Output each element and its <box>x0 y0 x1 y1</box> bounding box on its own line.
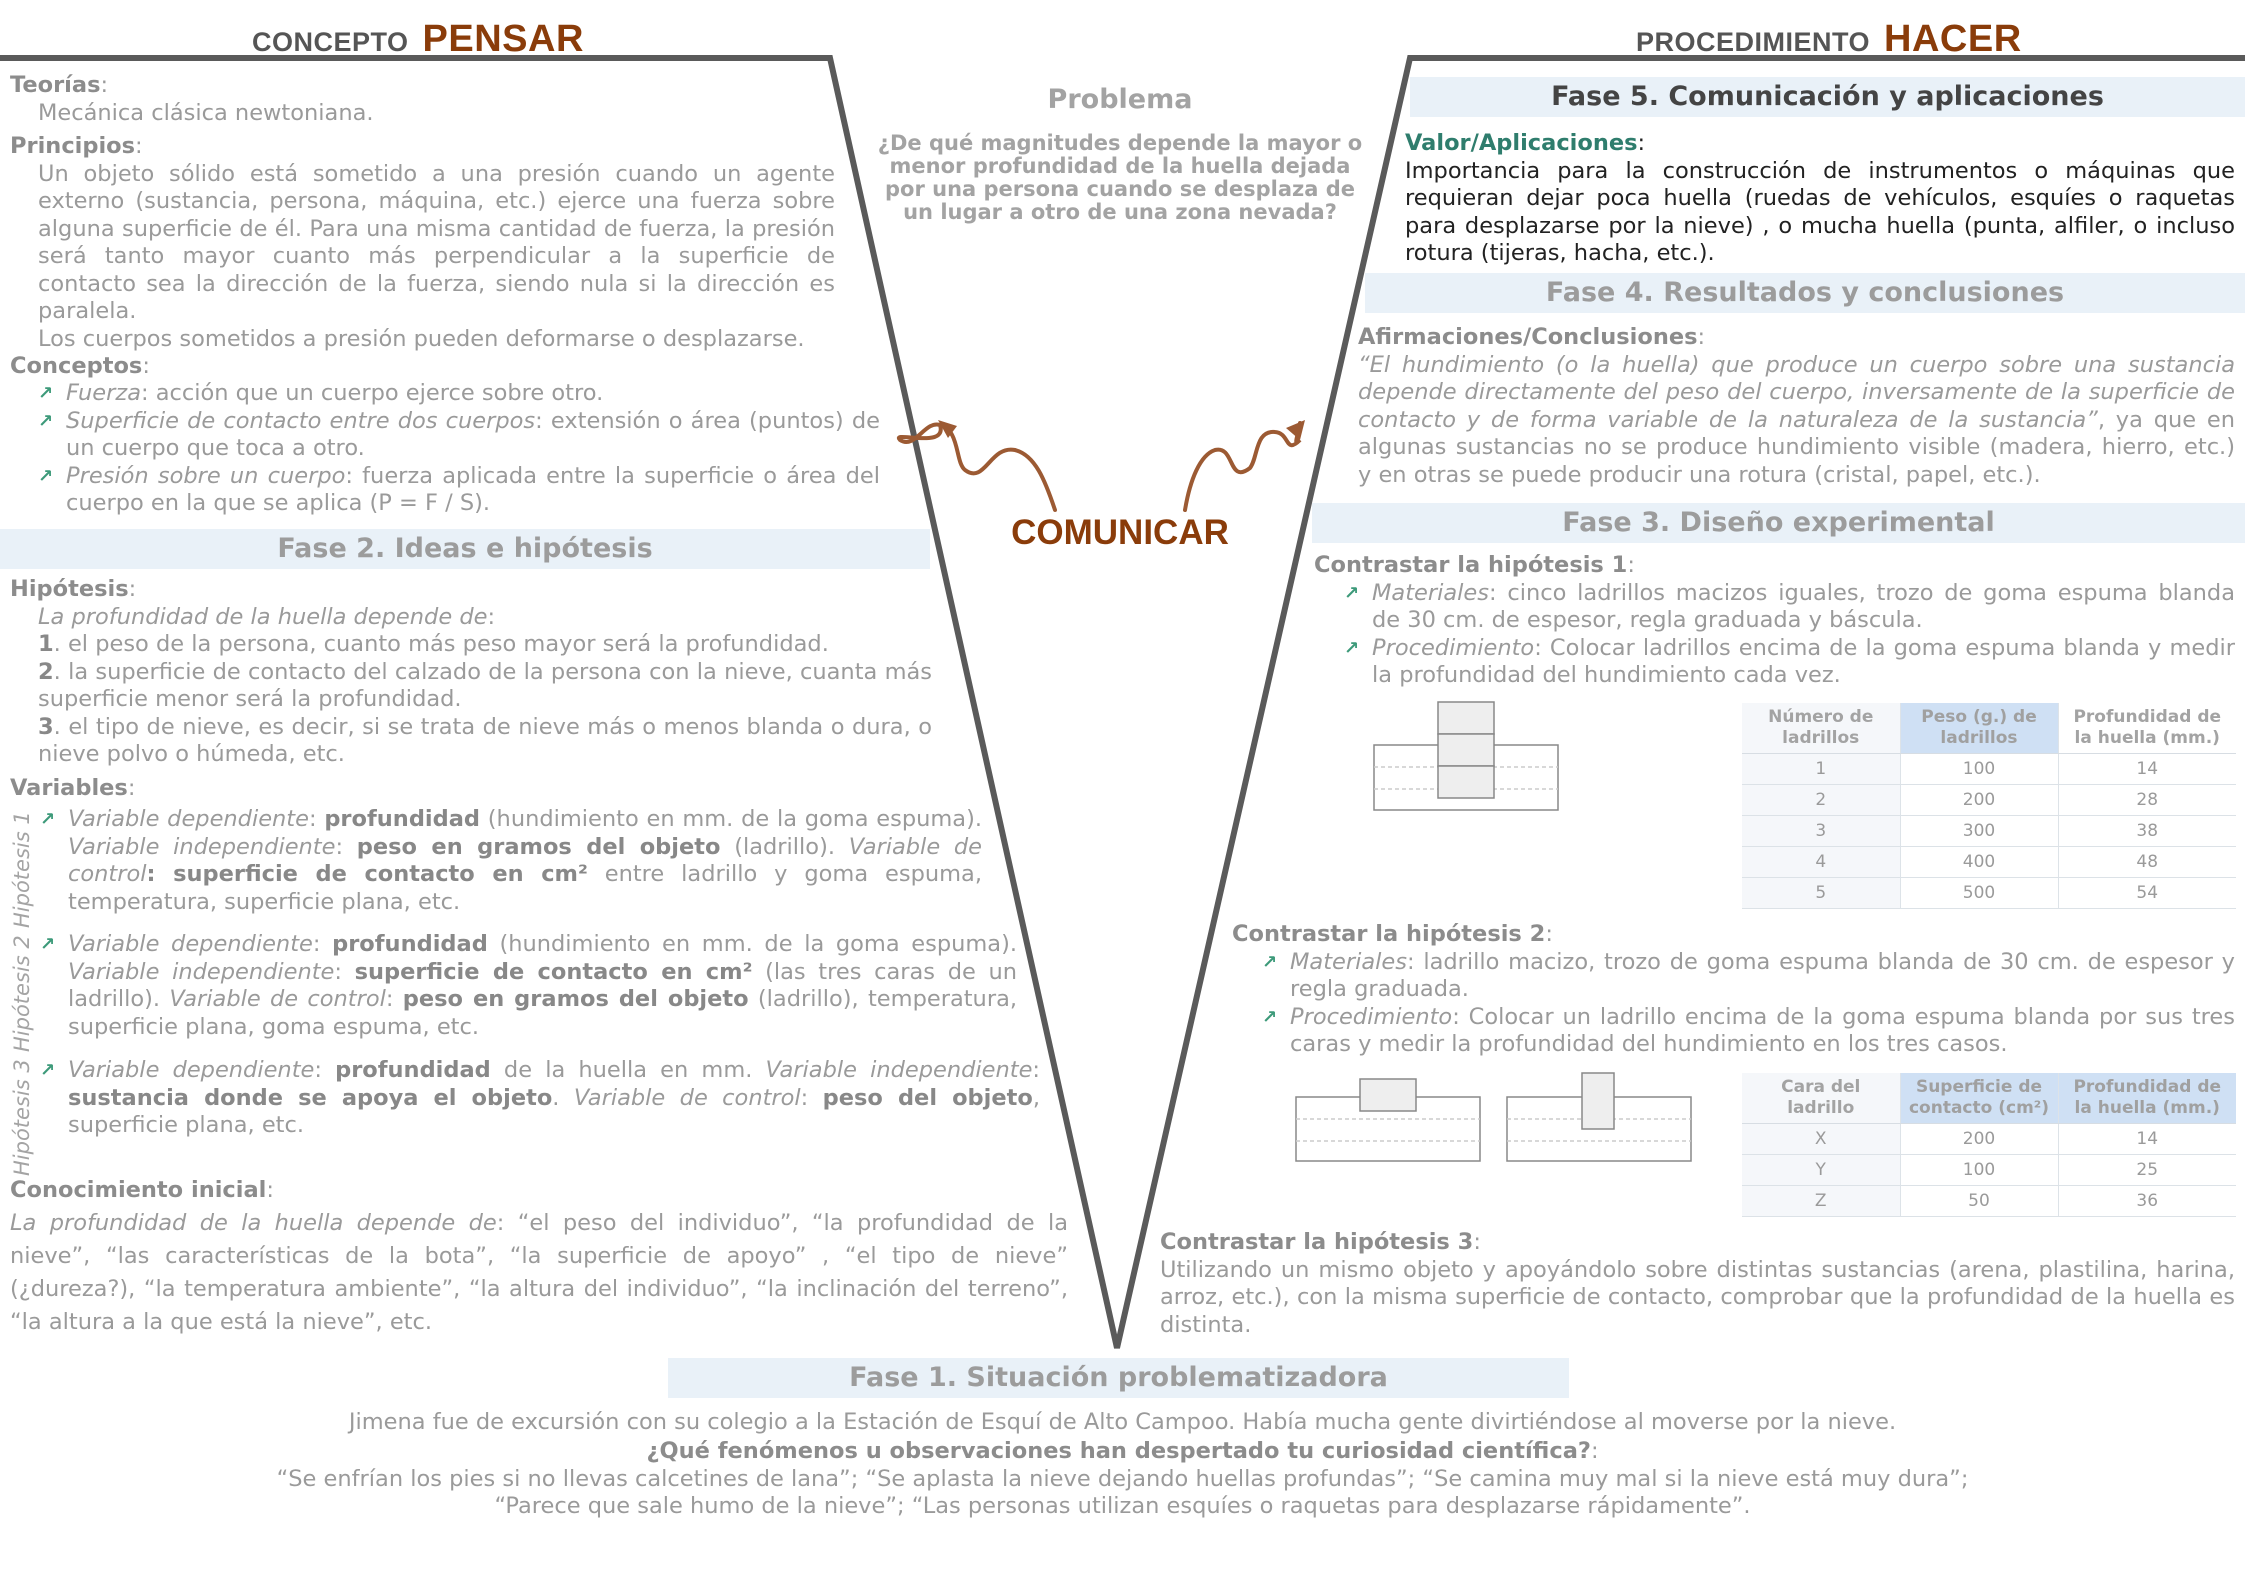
table-cell: 4 <box>1742 847 1900 878</box>
concepto-item: ↗ Superficie de contacto entre dos cuerpos: extensión o área (puntos) de un cuerpo que toca a otro. <box>66 408 880 463</box>
communicate-arrow-right <box>1185 423 1300 510</box>
hyp-label-1: Hipótesis 1 <box>10 811 34 928</box>
table-cell: Y <box>1742 1155 1900 1186</box>
variables-h2: ↗ Variable dependiente: profundidad (hundimiento en mm. de la goma espuma). Variable independiente: superficie de contacto en cm² (las tres caras de un ladrillo). Variable de control: peso en gramos del objeto (ladrillo), temperatura, superficie plana, goma espuma, etc. <box>12 931 1017 1041</box>
conocimiento-intro: La profundidad de la huella depende de <box>10 1209 497 1236</box>
table-row <box>1742 785 2236 816</box>
fase4-band: Fase 4. Resultados y conclusiones <box>1365 273 2245 313</box>
situacion-line-4: “Parece que sale humo de la nieve”; “Las personas utilizan esquíes o raquetas para desplazarse rápidamente”. <box>494 1493 1751 1519</box>
table-cell: 54 <box>2058 878 2236 909</box>
table-cell: 38 <box>2058 816 2236 847</box>
contrastar-1: Contrastar la hipótesis 1: ↗ Materiales: cinco ladrillos macizos iguales, trozo de goma espuma blanda de 30 cm. de espesor, regla graduada y báscula. ↗ Procedimiento: Colocar ladrillos encima de la goma espuma blanda y medir la profundidad del hundimiento cada vez. <box>1314 552 2235 690</box>
conocimiento-label: Conocimiento inicial <box>10 1177 267 1203</box>
header-concepto: CONCEPTO <box>252 27 409 57</box>
table-cell: 5 <box>1742 878 1900 909</box>
comunicar-label: COMUNICAR <box>1011 513 1229 552</box>
afirmaciones-quote: “El hundimiento (o la huella) que produce un cuerpo sobre una sustancia depende directamente del peso del cuerpo, inversamente de la superficie de contacto y de forma variable de la naturaleza de la sustancia” <box>1358 351 2235 433</box>
table-cell: 25 <box>2058 1155 2236 1186</box>
table-cell: 500 <box>1900 878 2058 909</box>
contrastar-3-text: Utilizando un mismo objeto y apoyándolo sobre distintas sustancias (arena, plastilina, harina, arroz, etc.), con la misma superficie de contacto, comprobar que la profundidad de la huella es distinta. <box>1160 1256 2235 1338</box>
brick-upright-diagram <box>1507 1073 1691 1161</box>
hyp-label-3: Hipótesis 3 <box>10 1059 34 1176</box>
hipotesis-item: 1. el peso de la persona, cuanto más peso mayor será la profundidad. <box>38 631 829 657</box>
header-right <box>1636 18 2022 61</box>
table-cell: 14 <box>2058 1124 2236 1155</box>
table-row <box>1742 1186 2236 1217</box>
conceptos-label: Conceptos <box>10 353 143 379</box>
header-hacer: HACER <box>1884 18 2022 60</box>
hipotesis-intro: La profundidad de la huella depende de <box>38 603 488 630</box>
table-cell: 200 <box>1900 785 2058 816</box>
contrastar-3: Contrastar la hipótesis 3: Utilizando un mismo objeto y apoyándolo sobre distintas sustancias (arena, plastilina, harina, arroz, etc.), con la misma superficie de contacto, comprobar que la profundidad de la huella es distinta. <box>1160 1229 2235 1338</box>
table-cell: Z <box>1742 1186 1900 1217</box>
left-top-block: Teorías: Mecánica clásica newtoniana. Principios: Un objeto sólido está sometido a una presión cuando un agente externo (sustancia, persona, máquina, etc.) ejerce una fuerza sobre alguna superficie de él. Para una misma cantidad de fuerza, la presión será tanto mayor cuanto más perpendicular a la superficie de contacto sea la dirección de la fuerza, siendo nula si la dirección es paralela. Los cuerpos sometidos a presión pueden deformarse o desplazarse. Conceptos: <box>10 72 835 379</box>
principios-label: Principios <box>10 133 136 159</box>
contrastar-3-label: Contrastar la hipótesis 3 <box>1160 1229 1474 1255</box>
principios-text: Un objeto sólido está sometido a una presión cuando un agente externo (sustancia, persona, máquina, etc.) ejerce una fuerza sobre alguna superficie de él. Para una misma cantidad de fuerza, la presión será tanto mayor cuanto más perpendicular a la superficie de contacto sea la dirección de la fuerza, siendo nula si la dirección es paralela. <box>38 160 835 324</box>
table-cell: X <box>1742 1124 1900 1155</box>
valor-label: Valor/Aplicaciones <box>1405 130 1638 156</box>
afirmaciones-rest: , ya que en algunas sustancias no se produce hundimiento visible (madera, hierro, etc.) y en otras se puede producir una rotura (cristal, papel, etc.). <box>1358 406 2236 488</box>
teorias-text: Mecánica clásica newtoniana. <box>38 99 374 126</box>
header-pensar: PENSAR <box>422 18 584 60</box>
variables-h1: ↗ Variable dependiente: profundidad (hundimiento en mm. de la goma espuma). Variable independiente: peso en gramos del objeto (ladrillo). Variable de control: superficie de contacto en cm² entre ladrillo y goma espuma, temperatura, superficie plana, etc. <box>12 806 982 916</box>
table-cell: 50 <box>1900 1186 2058 1217</box>
variables-h3: ↗ Variable dependiente: profundidad de la huella en mm. Variable independiente: sustancia donde se apoya el objeto. Variable de control: peso del objeto, superficie plana, etc. <box>12 1057 1040 1140</box>
table-row <box>1742 816 2236 847</box>
table-cell: 200 <box>1900 1124 2058 1155</box>
header-left <box>252 18 584 61</box>
concepto-item: ↗ Presión sobre un cuerpo: fuerza aplicada entre la superficie o área del cuerpo en la que se aplica (P = F / S). <box>66 463 880 518</box>
table-cell: 300 <box>1900 816 2058 847</box>
table-row <box>1742 1155 2236 1186</box>
conocimiento-block: Conocimiento inicial: La profundidad de la huella depende de: “el peso del individuo”, “la profundidad de la nieve”, “las características de la bota”, “la superficie de apoyo” , “el tipo de nieve” (¿dureza?), “la temperatura ambiente”, “la altura del individuo”, “la inclinación del terreno”, “la altura a la que está la nieve”, etc. <box>10 1177 1068 1335</box>
bottom-text: Jimena fue de excursión con su colegio a la Estación de Esquí de Alto Campoo. Había mucha gente divirtiéndose al moverse por la nieve. ¿Qué fenómenos u observaciones han despertado tu curiosidad científica?: “Se enfrían los pies si no llevas calcetines de lana”; “Se aplasta la nieve dejando huellas profundas”; “Se camina muy mal si la nieve está muy dura”; “Parece que sale humo de la nieve”; “Las personas utilizan esquíes o raquetas para desplazarse rápidamente”. <box>0 1408 2245 1520</box>
table-cell: 28 <box>2058 785 2236 816</box>
situacion-question: ¿Qué fenómenos u observaciones han despertado tu curiosidad científica? <box>646 1438 1591 1464</box>
table-row <box>1742 847 2236 878</box>
table-weight-depth: Número de ladrillos Peso (g.) de ladrillos Profundidad de la huella (mm.) 1 100 14 2 200 28 3 300 38 4 400 48 5 500 54 <box>1742 703 2236 909</box>
fase1-band: Fase 1. Situación problematizadora <box>668 1358 1569 1398</box>
table-cell: 14 <box>2058 754 2236 785</box>
table-cell: 3 <box>1742 816 1900 847</box>
contrastar-2: Contrastar la hipótesis 2: ↗ Materiales: ladrillo macizo, trozo de goma espuma blanda de 30 cm. de espesor y regla graduada. ↗ Procedimiento: Colocar un ladrillo encima de la goma espuma blanda por sus tres caras y medir la profundidad del hundimiento en los tres casos. <box>1232 921 2235 1059</box>
contrastar-2-label: Contrastar la hipótesis 2 <box>1232 921 1546 947</box>
afirmaciones-label: Afirmaciones/Conclusiones <box>1358 324 1698 350</box>
fase5-band: Fase 5. Comunicación y aplicaciones <box>1410 77 2245 117</box>
problem-text: ¿De qué magnitudes depende la mayor o menor profundidad de la huella dejada por una persona cuando se desplaza de un lugar a otro de una zona nevada? <box>877 131 1363 224</box>
table-cell: 2 <box>1742 785 1900 816</box>
teorias-label: Teorías <box>10 72 101 98</box>
problem-title: Problema <box>1047 84 1193 115</box>
table-cell: 48 <box>2058 847 2236 878</box>
valor-block: Valor/Aplicaciones: Importancia para la construcción de instrumentos o máquinas que requieran dejar poca huella (ruedas de vehículos, esquíes o raquetas para desplazarse por la nieve) , o mucha huella (punta, alfiler, o incluso rotura (tijeras, hacha, etc.). <box>1405 130 2235 266</box>
contrastar-1-label: Contrastar la hipótesis 1 <box>1314 552 1628 578</box>
conocimiento-text: : “el peso del individuo”, “la profundidad de la nieve”, “las características de la bota”, “la superficie de apoyo” , “el tipo de nieve” (¿dureza?), “la temperatura ambiente”, “la altura del individuo”, “la inclinación del terreno”, “la altura a la que está la nieve”, etc. <box>10 1209 1068 1335</box>
brick-flat-diagram <box>1296 1079 1480 1161</box>
table-cell: 1 <box>1742 754 1900 785</box>
table-surface-depth: Cara del ladrillo Superficie de contacto (cm²) Profundidad de la huella (mm.) X 200 14 Y 100 25 Z 50 36 <box>1742 1073 2236 1217</box>
fase2-band: Fase 2. Ideas e hipótesis <box>0 529 930 569</box>
table-row <box>1742 754 2236 785</box>
situacion-line-3: “Se enfrían los pies si no llevas calcetines de lana”; “Se aplasta la nieve dejando huellas profundas”; “Se camina muy mal si la nieve está muy dura”; <box>276 1466 1969 1492</box>
afirmaciones-block: Afirmaciones/Conclusiones: “El hundimiento (o la huella) que produce un cuerpo sobre una sustancia depende directamente del peso del cuerpo, inversamente de la superficie de contacto y de forma variable de la naturaleza de la sustancia”, ya que en algunas sustancias no se produce hundimiento visible (madera, hierro, etc.) y en otras se puede producir una rotura (cristal, papel, etc.). <box>1358 324 2236 488</box>
header-procedimiento: PROCEDIMIENTO <box>1636 27 1871 57</box>
hipotesis-item: 2. la superficie de contacto del calzado de la persona con la nieve, cuanta más superficie menor será la profundidad. <box>38 658 932 712</box>
situacion-line-1: Jimena fue de excursión con su colegio a la Estación de Esquí de Alto Campoo. Había mucha gente divirtiéndose al moverse por la nieve. <box>348 1409 1897 1435</box>
table-cell: 36 <box>2058 1186 2236 1217</box>
hipotesis-label: Hipótesis <box>10 576 129 602</box>
hyp-label-2: Hipótesis 2 <box>10 935 34 1052</box>
table-row <box>1742 1124 2236 1155</box>
conceptos-list <box>10 380 880 518</box>
principios-text-2: Los cuerpos sometidos a presión pueden deformarse o desplazarse. <box>38 325 805 352</box>
table-row <box>1742 878 2236 909</box>
table-cell: 100 <box>1900 1155 2058 1186</box>
bricks-stack-diagram <box>1374 702 1558 810</box>
table-cell: 400 <box>1900 847 2058 878</box>
hipotesis-item: 3. el tipo de nieve, es decir, si se trata de nieve más o menos blanda o dura, o nieve polvo o húmeda, etc. <box>38 713 932 767</box>
valor-text: Importancia para la construcción de instrumentos o máquinas que requieran dejar poca huella (ruedas de vehículos, esquíes o raquetas para desplazarse por la nieve) , o mucha huella (punta, alfiler, o incluso rotura (tijeras, hacha, etc.). <box>1405 157 2235 266</box>
variables-label: Variables <box>10 774 128 801</box>
table-cell: 100 <box>1900 754 2058 785</box>
concepto-item: ↗ Fuerza: acción que un cuerpo ejerce sobre otro. <box>66 380 880 408</box>
hipotesis-block: Hipótesis: La profundidad de la huella depende de: 1. el peso de la persona, cuanto más peso mayor será la profundidad. 2. la superficie de contacto del calzado de la persona con la nieve, cuanta más superficie menor será la profundidad. 3. el tipo de nieve, es decir, si se trata de nieve más o menos blanda o dura, o nieve polvo o húmeda, etc. Variables: <box>10 576 932 801</box>
fase3-band: Fase 3. Diseño experimental <box>1312 503 2245 543</box>
